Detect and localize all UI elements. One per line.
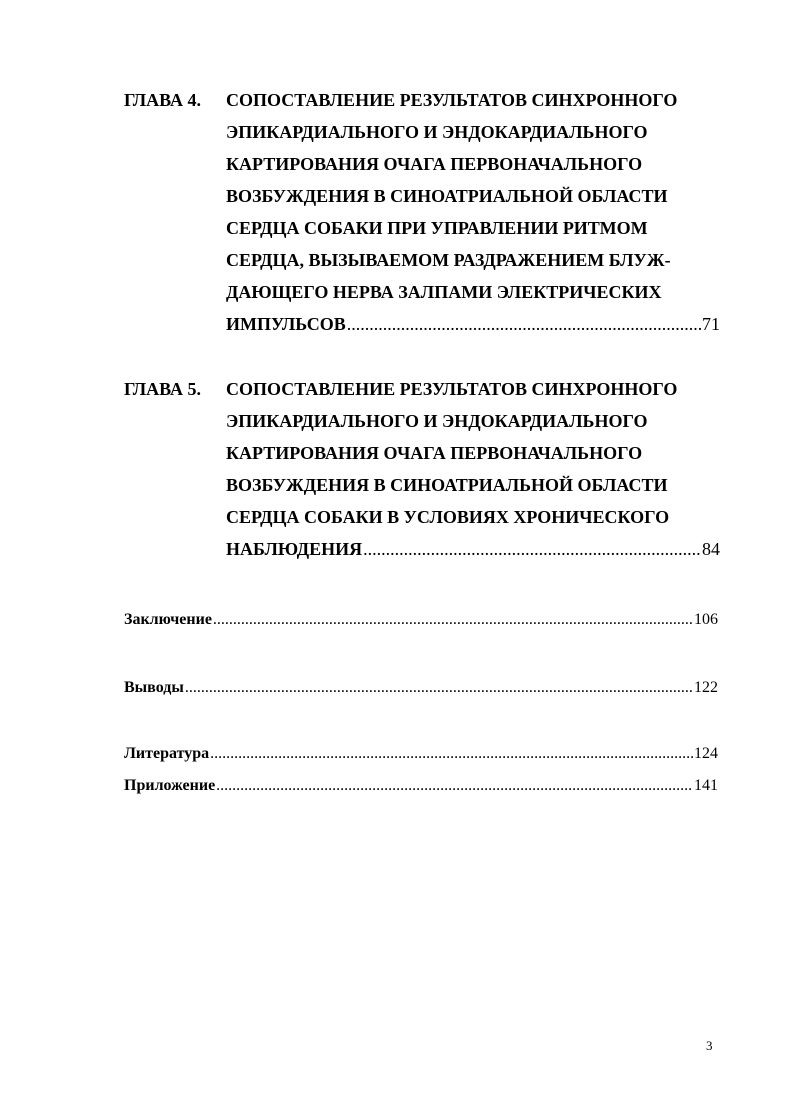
dot-leader — [216, 774, 693, 798]
toc-entry-title: Выводы — [124, 679, 184, 696]
chapter-title-line: СЕРДЦА СОБАКИ ПРИ УПРАВЛЕНИИ РИТМОМ — [226, 218, 648, 238]
dot-leader — [210, 742, 693, 766]
chapter-title-line: СЕРДЦА СОБАКИ В УСЛОВИЯХ ХРОНИЧЕСКОГО — [226, 507, 670, 527]
chapter-label: ГЛАВА 5. — [124, 379, 202, 399]
chapter-title-last-line — [226, 533, 720, 565]
chapter-title-line: СЕРДЦА, ВЫЗЫВАЕМОМ РАЗДРАЖЕНИЕМ БЛУЖ- — [226, 250, 671, 270]
chapter-title — [226, 373, 720, 565]
dot-leader — [347, 308, 701, 340]
page-number: 106 — [694, 611, 718, 628]
toc-entry-title: Литература — [124, 745, 210, 762]
chapter-title-line: ЭПИКАРДИАЛЬНОГО И ЭНДОКАРДИАЛЬНОГО — [226, 122, 648, 142]
toc-entry-title: Заключение — [124, 611, 212, 628]
dot-leader — [185, 676, 693, 700]
page-number: 141 — [694, 777, 718, 794]
page-number: 124 — [694, 745, 718, 762]
footer-page-number: 3 — [706, 1038, 713, 1053]
page-number: 122 — [694, 679, 718, 696]
chapter-label: ГЛАВА 4. — [124, 90, 202, 110]
page-number: 84 — [702, 539, 720, 559]
chapter-title-line: ЭПИКАРДИАЛЬНОГО И ЭНДОКАРДИАЛЬНОГО — [226, 411, 648, 431]
chapter-title-line: ДАЮЩЕГО НЕРВА ЗАЛПАМИ ЭЛЕКТРИЧЕСКИХ — [226, 282, 662, 302]
toc-entry-conclusion — [124, 608, 718, 632]
toc-entry-title: Приложение — [124, 777, 216, 794]
dot-leader — [213, 608, 693, 632]
chapter-title-line: НАБЛЮДЕНИЯ — [226, 539, 363, 559]
chapter-title-last-line — [226, 308, 720, 340]
chapter-title-line: СОПОСТАВЛЕНИЕ РЕЗУЛЬТАТОВ СИНХРОННОГО — [226, 90, 678, 110]
toc-entry-references — [124, 742, 718, 766]
chapter-title — [226, 84, 720, 340]
toc-entry-findings — [124, 676, 718, 700]
chapter-title-line: ВОЗБУЖДЕНИЯ В СИНОАТРИАЛЬНОЙ ОБЛАСТИ — [226, 475, 668, 495]
page-number: 71 — [702, 314, 720, 334]
chapter-title-line: КАРТИРОВАНИЯ ОЧАГА ПЕРВОНАЧАЛЬНОГО — [226, 154, 643, 174]
chapter-title-line: ИМПУЛЬСОВ — [226, 314, 346, 334]
chapter-title-line: СОПОСТАВЛЕНИЕ РЕЗУЛЬТАТОВ СИНХРОННОГО — [226, 379, 678, 399]
chapter-title-line: ВОЗБУЖДЕНИЯ В СИНОАТРИАЛЬНОЙ ОБЛАСТИ — [226, 186, 668, 206]
chapter-title-line: КАРТИРОВАНИЯ ОЧАГА ПЕРВОНАЧАЛЬНОГО — [226, 443, 643, 463]
dot-leader — [363, 533, 701, 565]
toc-entry-appendix — [124, 774, 718, 798]
